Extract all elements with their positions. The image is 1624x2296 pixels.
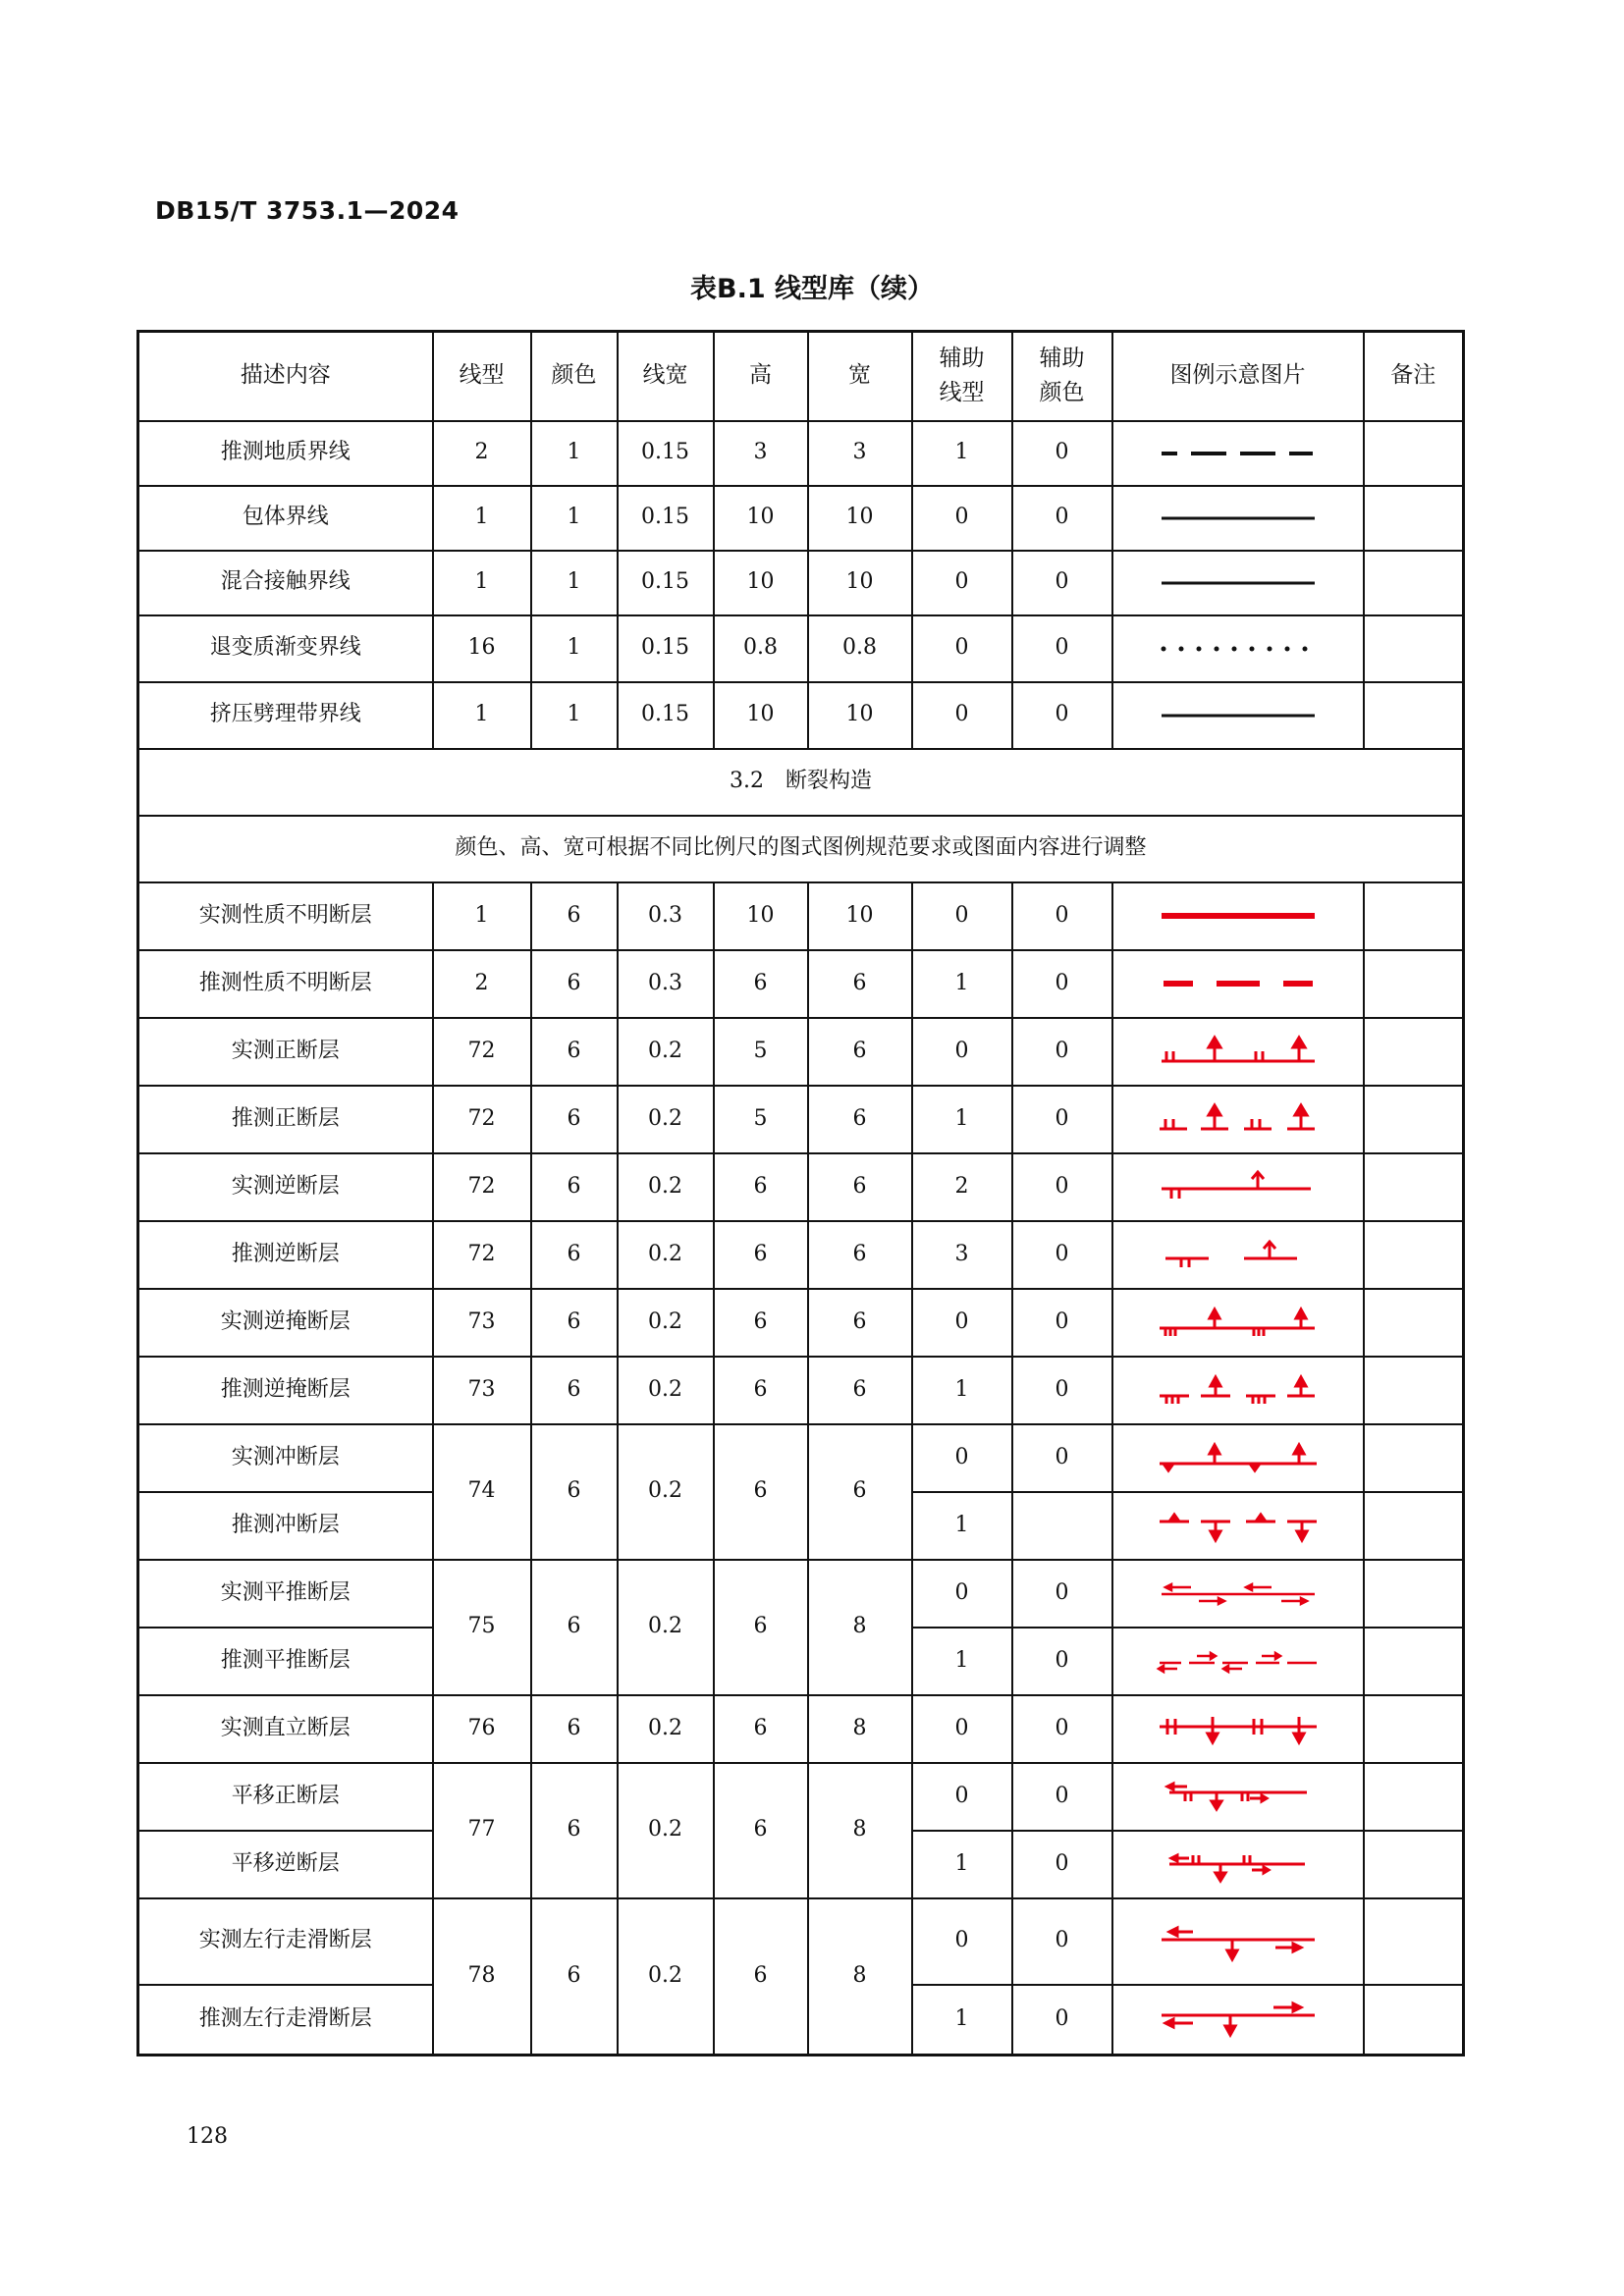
height: 10 xyxy=(714,682,808,749)
row-name: 推测性质不明断层 xyxy=(138,950,433,1018)
aux-type: 0 xyxy=(912,1898,1012,1985)
line-type: 2 xyxy=(433,950,531,1018)
height: 5 xyxy=(714,1086,808,1153)
legend-symbol xyxy=(1112,682,1364,749)
line-width: 0.15 xyxy=(618,486,714,551)
aux-type: 0 xyxy=(912,1560,1012,1628)
width: 8 xyxy=(808,1763,912,1898)
aux-color: 0 xyxy=(1012,486,1112,551)
table-row xyxy=(138,615,1464,682)
aux-color: 0 xyxy=(1012,551,1112,615)
row-name: 实测冲断层 xyxy=(138,1424,433,1492)
width: 10 xyxy=(808,882,912,950)
row-name: 实测左行走滑断层 xyxy=(138,1898,433,1985)
color-code: 1 xyxy=(531,551,618,615)
note xyxy=(1364,1086,1464,1153)
solid-line-symbol xyxy=(1150,706,1326,725)
width: 8 xyxy=(808,1695,912,1763)
line-width: 0.2 xyxy=(618,1018,714,1086)
color-code: 6 xyxy=(531,1898,618,2056)
note xyxy=(1364,486,1464,551)
inferred-reverse-fault-symbol xyxy=(1150,1235,1326,1274)
aux-color: 0 xyxy=(1012,1357,1112,1424)
table-row xyxy=(138,1018,1464,1086)
line-type: 1 xyxy=(433,551,531,615)
line-width: 0.15 xyxy=(618,551,714,615)
color-code: 6 xyxy=(531,1357,618,1424)
aux-type: 1 xyxy=(912,1492,1012,1560)
row-name: 推测平推断层 xyxy=(138,1628,433,1695)
col-header: 描述内容 xyxy=(138,332,433,421)
line-type: 72 xyxy=(433,1086,531,1153)
line-type: 1 xyxy=(433,682,531,749)
width: 8 xyxy=(808,1560,912,1695)
width: 6 xyxy=(808,1153,912,1221)
note xyxy=(1364,950,1464,1018)
color-code: 1 xyxy=(531,682,618,749)
table-title: 表B.1 线型库（续） xyxy=(689,274,935,304)
section-note-row xyxy=(138,816,1464,882)
color-code: 6 xyxy=(531,882,618,950)
aux-color: 0 xyxy=(1012,1695,1112,1763)
row-name: 退变质渐变界线 xyxy=(138,615,433,682)
col-header: 辅助 线型 xyxy=(912,332,1012,421)
aux-color: 0 xyxy=(1012,682,1112,749)
note xyxy=(1364,1695,1464,1763)
aux-color: 0 xyxy=(1012,421,1112,486)
aux-color: 0 xyxy=(1012,1985,1112,2056)
note xyxy=(1364,882,1464,950)
legend-symbol xyxy=(1112,1560,1364,1628)
height: 6 xyxy=(714,1357,808,1424)
line-type: 73 xyxy=(433,1357,531,1424)
line-type: 1 xyxy=(433,486,531,551)
row-name: 实测直立断层 xyxy=(138,1695,433,1763)
width: 10 xyxy=(808,551,912,615)
color-code: 6 xyxy=(531,1221,618,1289)
line-type: 75 xyxy=(433,1560,531,1695)
row-name: 推测冲断层 xyxy=(138,1492,433,1560)
section-note: 颜色、高、宽可根据不同比例尺的图式图例规范要求或图面内容进行调整 xyxy=(138,816,1464,882)
inferred-strike-slip-fault-symbol xyxy=(1150,1641,1326,1681)
width: 10 xyxy=(808,682,912,749)
note xyxy=(1364,1560,1464,1628)
aux-type: 1 xyxy=(912,421,1012,486)
legend-symbol xyxy=(1112,486,1364,551)
line-type: 76 xyxy=(433,1695,531,1763)
line-type: 1 xyxy=(433,882,531,950)
note xyxy=(1364,1492,1464,1560)
table-row xyxy=(138,950,1464,1018)
legend-symbol xyxy=(1112,882,1364,950)
table-row xyxy=(138,551,1464,615)
aux-color xyxy=(1012,1492,1112,1560)
line-width: 0.2 xyxy=(618,1289,714,1357)
solid-line-symbol xyxy=(1150,573,1326,593)
section-title: 3.2 断裂构造 xyxy=(138,749,1464,816)
note xyxy=(1364,1831,1464,1898)
line-type: 72 xyxy=(433,1221,531,1289)
legend-symbol xyxy=(1112,1086,1364,1153)
col-header: 线宽 xyxy=(618,332,714,421)
row-name: 推测左行走滑断层 xyxy=(138,1985,433,2056)
note xyxy=(1364,1763,1464,1831)
aux-color: 0 xyxy=(1012,1898,1112,1985)
legend-symbol xyxy=(1112,1763,1364,1831)
legend-symbol xyxy=(1112,1018,1364,1086)
legend-symbol xyxy=(1112,1492,1364,1560)
reverse-fault-symbol xyxy=(1150,1167,1326,1206)
height: 5 xyxy=(714,1018,808,1086)
row-name: 推测逆掩断层 xyxy=(138,1357,433,1424)
legend-symbol xyxy=(1112,421,1364,486)
aux-type: 0 xyxy=(912,1424,1012,1492)
aux-type: 0 xyxy=(912,1763,1012,1831)
aux-color: 0 xyxy=(1012,1018,1112,1086)
table-row xyxy=(138,1086,1464,1153)
line-width: 0.3 xyxy=(618,950,714,1018)
strike-slip-fault-symbol xyxy=(1150,1574,1326,1613)
inferred-overthrust-fault-symbol xyxy=(1150,1370,1326,1410)
height: 6 xyxy=(714,1898,808,2056)
aux-type: 0 xyxy=(912,551,1012,615)
height: 6 xyxy=(714,950,808,1018)
legend-symbol xyxy=(1112,1831,1364,1898)
note xyxy=(1364,1985,1464,2056)
line-width: 0.2 xyxy=(618,1357,714,1424)
legend-symbol xyxy=(1112,1424,1364,1492)
line-type: 74 xyxy=(433,1424,531,1560)
line-type: 73 xyxy=(433,1289,531,1357)
color-code: 6 xyxy=(531,1695,618,1763)
line-type-table xyxy=(136,330,1465,2056)
legend-symbol xyxy=(1112,1695,1364,1763)
row-name: 实测正断层 xyxy=(138,1018,433,1086)
line-width: 0.2 xyxy=(618,1153,714,1221)
line-type: 72 xyxy=(433,1153,531,1221)
oblique-reverse-fault-symbol xyxy=(1150,1844,1326,1884)
aux-type: 1 xyxy=(912,1086,1012,1153)
width: 6 xyxy=(808,1289,912,1357)
aux-color: 0 xyxy=(1012,1153,1112,1221)
row-name: 挤压劈理带界线 xyxy=(138,682,433,749)
height: 6 xyxy=(714,1560,808,1695)
aux-color: 0 xyxy=(1012,1831,1112,1898)
aux-color: 0 xyxy=(1012,1424,1112,1492)
aux-color: 0 xyxy=(1012,1289,1112,1357)
note xyxy=(1364,615,1464,682)
aux-color: 0 xyxy=(1012,1763,1112,1831)
line-width: 0.3 xyxy=(618,882,714,950)
thrust-fault-symbol xyxy=(1150,1438,1326,1477)
height: 6 xyxy=(714,1153,808,1221)
table-row xyxy=(138,1221,1464,1289)
vertical-fault-symbol xyxy=(1150,1709,1326,1748)
col-header: 辅助 颜色 xyxy=(1012,332,1112,421)
row-name: 推测地质界线 xyxy=(138,421,433,486)
col-header: 备注 xyxy=(1364,332,1464,421)
width: 6 xyxy=(808,1424,912,1560)
aux-color: 0 xyxy=(1012,1221,1112,1289)
note xyxy=(1364,1289,1464,1357)
aux-type: 3 xyxy=(912,1221,1012,1289)
aux-type: 1 xyxy=(912,1985,1012,2056)
sinistral-strike-slip-fault-symbol xyxy=(1150,1918,1326,1965)
row-name: 实测平推断层 xyxy=(138,1560,433,1628)
aux-type: 0 xyxy=(912,486,1012,551)
line-width: 0.2 xyxy=(618,1086,714,1153)
red-solid-fault-symbol xyxy=(1150,906,1326,926)
legend-symbol xyxy=(1112,1357,1364,1424)
note xyxy=(1364,1153,1464,1221)
line-width: 0.2 xyxy=(618,1695,714,1763)
aux-type: 1 xyxy=(912,1628,1012,1695)
color-code: 6 xyxy=(531,1424,618,1560)
aux-type: 0 xyxy=(912,882,1012,950)
document-id: DB15/T 3753.1—2024 xyxy=(155,196,460,225)
col-header: 宽 xyxy=(808,332,912,421)
width: 6 xyxy=(808,1086,912,1153)
line-type: 78 xyxy=(433,1898,531,2056)
height: 6 xyxy=(714,1221,808,1289)
row-name: 实测逆掩断层 xyxy=(138,1289,433,1357)
table-row xyxy=(138,1357,1464,1424)
col-header: 图例示意图片 xyxy=(1112,332,1364,421)
legend-symbol xyxy=(1112,1628,1364,1695)
note xyxy=(1364,551,1464,615)
aux-type: 0 xyxy=(912,1289,1012,1357)
line-width: 0.2 xyxy=(618,1763,714,1898)
aux-type: 2 xyxy=(912,1153,1012,1221)
width: 3 xyxy=(808,421,912,486)
table-row xyxy=(138,1763,1464,1831)
legend-symbol xyxy=(1112,950,1364,1018)
row-name: 包体界线 xyxy=(138,486,433,551)
line-type: 77 xyxy=(433,1763,531,1898)
color-code: 6 xyxy=(531,1763,618,1898)
aux-type: 0 xyxy=(912,615,1012,682)
note xyxy=(1364,682,1464,749)
inferred-sinistral-strike-slip-fault-symbol xyxy=(1150,1998,1326,2041)
line-width: 0.2 xyxy=(618,1424,714,1560)
aux-type: 0 xyxy=(912,1018,1012,1086)
table-row xyxy=(138,882,1464,950)
line-width: 0.15 xyxy=(618,682,714,749)
width: 6 xyxy=(808,1018,912,1086)
table-row xyxy=(138,1560,1464,1628)
height: 3 xyxy=(714,421,808,486)
inferred-thrust-fault-symbol xyxy=(1150,1506,1326,1545)
row-name: 实测性质不明断层 xyxy=(138,882,433,950)
header-row xyxy=(138,332,1464,421)
aux-color: 0 xyxy=(1012,1560,1112,1628)
col-header: 线型 xyxy=(433,332,531,421)
col-header: 高 xyxy=(714,332,808,421)
line-type: 16 xyxy=(433,615,531,682)
overthrust-fault-symbol xyxy=(1150,1303,1326,1342)
color-code: 1 xyxy=(531,615,618,682)
oblique-normal-fault-symbol xyxy=(1150,1777,1326,1816)
legend-symbol xyxy=(1112,615,1364,682)
row-name: 推测正断层 xyxy=(138,1086,433,1153)
width: 6 xyxy=(808,1357,912,1424)
aux-type: 1 xyxy=(912,950,1012,1018)
legend-symbol xyxy=(1112,1985,1364,2056)
red-dashed-fault-symbol xyxy=(1150,974,1326,993)
aux-type: 0 xyxy=(912,682,1012,749)
aux-color: 0 xyxy=(1012,1628,1112,1695)
color-code: 6 xyxy=(531,1018,618,1086)
width: 10 xyxy=(808,486,912,551)
height: 0.8 xyxy=(714,615,808,682)
table-row xyxy=(138,1695,1464,1763)
note xyxy=(1364,1221,1464,1289)
line-width: 0.2 xyxy=(618,1221,714,1289)
row-name: 混合接触界线 xyxy=(138,551,433,615)
page-number: 128 xyxy=(187,2124,228,2149)
table-row xyxy=(138,1289,1464,1357)
aux-type: 1 xyxy=(912,1357,1012,1424)
row-name: 实测逆断层 xyxy=(138,1153,433,1221)
color-code: 1 xyxy=(531,486,618,551)
height: 6 xyxy=(714,1424,808,1560)
line-width: 0.15 xyxy=(618,421,714,486)
height: 10 xyxy=(714,882,808,950)
color-code: 6 xyxy=(531,950,618,1018)
aux-color: 0 xyxy=(1012,1086,1112,1153)
width: 6 xyxy=(808,950,912,1018)
table-row xyxy=(138,682,1464,749)
legend-symbol xyxy=(1112,1153,1364,1221)
color-code: 6 xyxy=(531,1560,618,1695)
row-name: 平移正断层 xyxy=(138,1763,433,1831)
line-type: 72 xyxy=(433,1018,531,1086)
width: 0.8 xyxy=(808,615,912,682)
aux-color: 0 xyxy=(1012,950,1112,1018)
line-type: 2 xyxy=(433,421,531,486)
table-row xyxy=(138,486,1464,551)
aux-type: 1 xyxy=(912,1831,1012,1898)
line-width: 0.2 xyxy=(618,1560,714,1695)
height: 10 xyxy=(714,486,808,551)
row-name: 平移逆断层 xyxy=(138,1831,433,1898)
note xyxy=(1364,1628,1464,1695)
legend-symbol xyxy=(1112,551,1364,615)
aux-color: 0 xyxy=(1012,615,1112,682)
normal-fault-symbol xyxy=(1150,1032,1326,1071)
height: 6 xyxy=(714,1763,808,1898)
legend-symbol xyxy=(1112,1898,1364,1985)
note xyxy=(1364,1424,1464,1492)
width: 6 xyxy=(808,1221,912,1289)
col-header: 颜色 xyxy=(531,332,618,421)
inferred-normal-fault-symbol xyxy=(1150,1099,1326,1139)
table-row xyxy=(138,1424,1464,1492)
aux-type: 0 xyxy=(912,1695,1012,1763)
legend-symbol xyxy=(1112,1221,1364,1289)
solid-line-symbol xyxy=(1150,508,1326,528)
color-code: 6 xyxy=(531,1289,618,1357)
line-width: 0.2 xyxy=(618,1898,714,2056)
height: 10 xyxy=(714,551,808,615)
color-code: 6 xyxy=(531,1086,618,1153)
color-code: 6 xyxy=(531,1153,618,1221)
table-row xyxy=(138,1153,1464,1221)
aux-color: 0 xyxy=(1012,882,1112,950)
section-row xyxy=(138,749,1464,816)
note xyxy=(1364,421,1464,486)
row-name: 推测逆断层 xyxy=(138,1221,433,1289)
color-code: 1 xyxy=(531,421,618,486)
width: 8 xyxy=(808,1898,912,2056)
dashed-line-symbol xyxy=(1150,444,1326,463)
note xyxy=(1364,1898,1464,1985)
table-row xyxy=(138,1898,1464,1985)
legend-symbol xyxy=(1112,1289,1364,1357)
height: 6 xyxy=(714,1695,808,1763)
height: 6 xyxy=(714,1289,808,1357)
dotted-line-symbol xyxy=(1150,639,1326,659)
table-row xyxy=(138,421,1464,486)
note xyxy=(1364,1018,1464,1086)
line-width: 0.15 xyxy=(618,615,714,682)
note xyxy=(1364,1357,1464,1424)
